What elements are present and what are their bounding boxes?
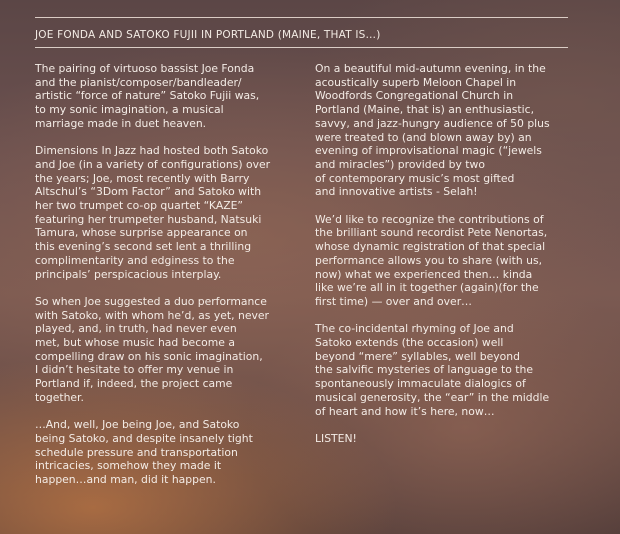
page-title: JOE FONDA AND SATOKO FUJII IN PORTLAND (MAINE, THAT IS…) bbox=[35, 29, 381, 41]
right-column bbox=[315, 62, 585, 459]
paragraph-pairing: The pairing of virtuoso bassist Joe Fonda and the pianist/composer/bandleader/ artistic “force of nature” Satoko Fujii was, to my sonic imagination, a musical marriage made in duet heaven. bbox=[35, 62, 260, 130]
paragraph-autumn-evening: On a beautiful mid-autumn evening, in the acoustically superb Meloon Chapel in Woodfords Congregational Church in Portland (Maine, that is) an enthusiastic, savvy, and jazz-hungry audience of 50 plus were treated to (and blown away by) an evening of improvisational magic (“jewels and miracles”) provided by two of contemporary music’s most gifted and innovative artists - Selah! bbox=[315, 62, 550, 199]
title-divider bbox=[35, 47, 568, 48]
top-divider bbox=[35, 17, 568, 18]
paragraph-listen: LISTEN! bbox=[315, 431, 357, 445]
paragraph-dimensions: Dimensions In Jazz had hosted both Satoko and Joe (in a variety of configurations) over the years; Joe, most recently with Barry Altschul’s “3Dom Factor” and Satoko with her two trumpet co-op quartet “KAZE” featuring her trumpeter husband, Natsuki Tamura, whose surprise appearance on this evening’s second set lent a thrilling complimentarity and edginess to the principals’ perspicacious interplay. bbox=[35, 144, 271, 281]
paragraph-rhyming: The co-incidental rhyming of Joe and Satoko extends (the occasion) well beyond “mere” syllables, well beyond the salvific mysteries of language to the spontaneously immaculate dialogics of musical generosity, the “ear” in the middle of heart and how it’s here, now… bbox=[315, 322, 550, 418]
paragraph-duo-suggestion: So when Joe suggested a duo performance with Satoko, with whom he’d, as yet, never played, and, in truth, had never even met, but whose music had become a compelling draw on his sonic imagination, I didn’t hesitate to offer my venue in Portland if, indeed, the project came together. bbox=[35, 294, 269, 404]
paragraph-it-happened: …And, well, Joe being Joe, and Satoko being Satoko, and despite insanely tight schedule pressure and transportation intricacies, somehow they made it happen…and man, did it happen. bbox=[35, 418, 253, 487]
paragraph-recognition: We’d like to recognize the contributions of the brilliant sound recordist Pete Nenortas, whose dynamic registration of that special performance allows you to share (with us, now) what we experienced then… kinda like we’re all in it together (again)(for the first time) — over and over… bbox=[315, 212, 548, 308]
left-column bbox=[35, 62, 290, 500]
